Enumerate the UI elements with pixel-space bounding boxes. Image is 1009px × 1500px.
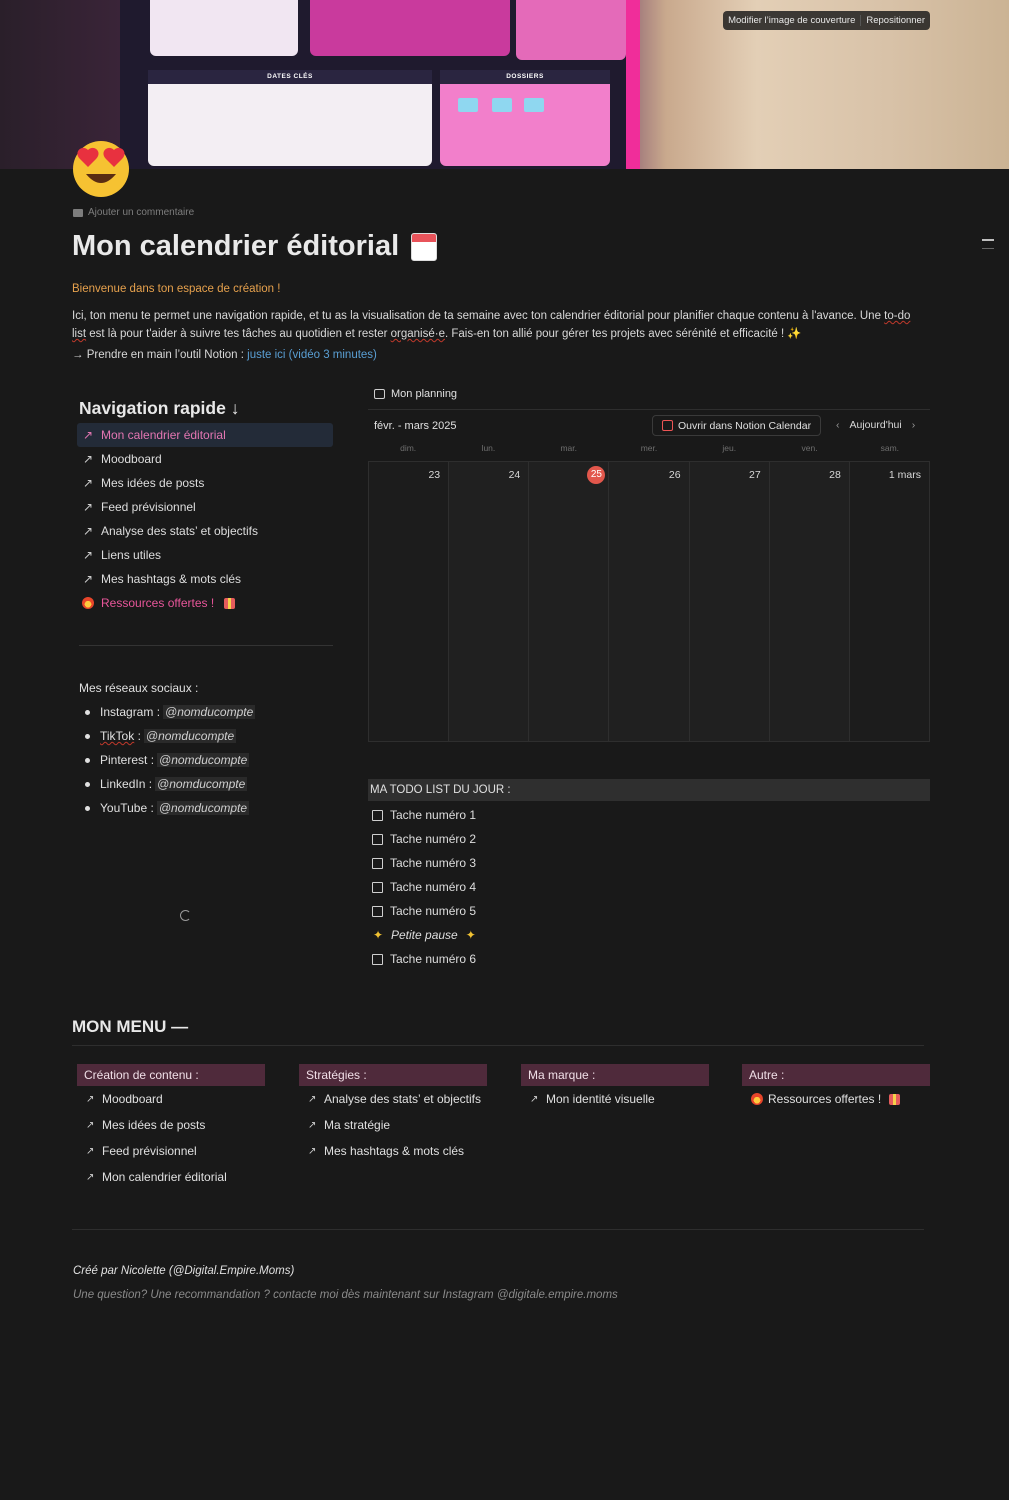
outline-toggle-icon[interactable] (982, 239, 994, 241)
cover-controls (723, 11, 930, 30)
intro-text-1: Ici, ton menu te permet une navigation rapide, et tu as la visualisation de ta semaine avec ton calendrier éditorial pour planifier chaque contenu à l'avance. Une (72, 310, 885, 322)
link-arrow-icon: ↗ (308, 1119, 317, 1131)
menu-column-header: Autre : (742, 1064, 930, 1086)
nav-link-label: Liens utiles (101, 548, 162, 562)
weekday-label: jeu. (722, 443, 737, 453)
menu-column-creation (77, 1064, 265, 1190)
todo-label: Tache numéro 6 (390, 952, 477, 966)
nav-link-liens[interactable] (77, 543, 333, 567)
menu-column-header: Ma marque : (521, 1064, 709, 1086)
menu-link-label: Ma stratégie (324, 1118, 391, 1132)
day-number: 23 (428, 469, 441, 481)
quick-nav-title: Navigation rapide ↓ (79, 398, 240, 418)
social-item-instagram (85, 700, 255, 724)
link-arrow-icon: ↗ (82, 476, 94, 490)
todo-checkbox[interactable] (372, 834, 383, 845)
link-arrow-icon: ↗ (82, 428, 94, 442)
link-page-icon: ↗ (86, 1093, 95, 1105)
social-colon: : (134, 729, 141, 743)
page-title-text: Mon calendrier éditorial (72, 230, 400, 262)
calendar-month-label: févr. - mars 2025 (374, 420, 457, 432)
day-number: 27 (749, 469, 761, 481)
weekday-label: ven. (801, 443, 818, 453)
calendar-day-cell[interactable] (368, 462, 449, 741)
link-page-icon: ↗ (308, 1093, 317, 1105)
link-page-icon: ↗ (86, 1119, 95, 1131)
link-page-icon: ↗ (308, 1145, 317, 1157)
weekday-label: dim. (400, 443, 417, 453)
menu-column-marque (521, 1064, 709, 1112)
menu-link[interactable] (77, 1112, 265, 1138)
todo-checkbox[interactable] (372, 954, 383, 965)
intro-text-todo: to-do list (72, 310, 911, 340)
calendar-day-cell[interactable] (609, 462, 689, 741)
comment-icon (73, 209, 83, 217)
menu-link-label: Ressources offertes ! (768, 1092, 882, 1106)
cover-apps-panel (310, 0, 510, 56)
todo-item (372, 803, 477, 827)
footer-divider (72, 1229, 924, 1230)
day-number-today: 25 (587, 466, 605, 484)
menu-link[interactable] (299, 1086, 487, 1112)
nav-link-label: Mon calendrier éditorial (101, 428, 226, 442)
calendar-week-grid (368, 461, 930, 742)
todo-item (372, 899, 477, 923)
add-comment-button[interactable] (73, 207, 194, 218)
reposition-cover-button[interactable]: Repositionner (866, 15, 925, 26)
nav-link-idees-posts[interactable] (77, 471, 333, 495)
menu-link[interactable] (299, 1138, 487, 1164)
nav-link-hashtags[interactable] (77, 567, 333, 591)
link-arrow-icon: ↗ (82, 500, 94, 514)
folder-icon (492, 98, 512, 112)
menu-column-header: Création de contenu : (77, 1064, 265, 1086)
nav-link-label: Analyse des stats’ et objectifs (101, 524, 258, 538)
fire-icon (82, 597, 94, 609)
nav-link-label: Feed prévisionnel (101, 500, 196, 514)
nav-divider (79, 645, 333, 646)
social-item-youtube (85, 796, 255, 820)
menu-link-label: Mon identité visuelle (546, 1092, 655, 1106)
creator-credit: Créé par Nicolette (@Digital.Empire.Moms) (73, 1265, 295, 1277)
calendar-view-icon (374, 389, 385, 399)
menu-link-label: Mes hashtags & mots clés (324, 1144, 465, 1158)
todo-item (372, 827, 477, 851)
social-item-pinterest (85, 748, 255, 772)
social-handle[interactable]: @nomducompte (145, 729, 235, 743)
notion-tutorial-line (72, 349, 377, 361)
calendar-day-cell[interactable] (449, 462, 529, 741)
menu-column-autre (742, 1064, 930, 1112)
planning-heading: Mon planning (391, 388, 458, 400)
menu-link-label: Feed prévisionnel (102, 1144, 197, 1158)
menu-column-header: Stratégies : (299, 1064, 487, 1086)
calendar-navigation (836, 419, 915, 431)
weekday-header (368, 443, 930, 453)
gift-icon (889, 1094, 900, 1105)
menu-link-label: Moodboard (102, 1092, 163, 1106)
link-arrow-icon: ↗ (530, 1093, 539, 1105)
social-item-linkedin (85, 772, 255, 796)
todo-checkbox[interactable] (372, 882, 383, 893)
todo-item (372, 851, 477, 875)
nav-link-calendrier[interactable] (77, 423, 333, 447)
social-network: Pinterest : (100, 753, 155, 767)
social-network: YouTube : (100, 801, 154, 815)
nav-link-label: Mes idées de posts (101, 476, 205, 490)
calendar-day-cell[interactable] (690, 462, 770, 741)
intro-text-2: est là pour t'aider à suivre tes tâches au quotidien et rester (86, 328, 391, 340)
notion-calendar-icon (662, 420, 673, 431)
menu-link-label: Analyse des stats’ et objectifs (324, 1092, 481, 1106)
weekday-label: lun. (481, 443, 496, 453)
day-number: 24 (508, 469, 521, 481)
weekday-label: sam. (880, 443, 900, 453)
loading-spinner-icon (180, 910, 191, 921)
link-arrow-icon: ↗ (82, 452, 94, 466)
pause-item (372, 923, 477, 947)
todo-list (372, 803, 477, 971)
menu-link-label: Mon calendrier éditorial (102, 1170, 227, 1184)
calendar-day-cell[interactable] (850, 462, 930, 741)
nav-link-label: Moodboard (101, 452, 162, 466)
nav-link-ressources[interactable] (77, 591, 333, 615)
folder-icon (524, 98, 544, 112)
menu-link[interactable] (521, 1086, 709, 1112)
menu-link[interactable] (77, 1086, 265, 1112)
cover-folders-header: DOSSIERS (440, 70, 610, 84)
gift-icon (224, 598, 235, 609)
fire-icon (751, 1093, 763, 1105)
contact-note: Une question? Une recommandation ? contacte moi dès maintenant sur Instagram @digitale.empire.moms (73, 1289, 618, 1301)
weekday-label: mer. (640, 443, 658, 453)
menu-title: MON MENU — (72, 1017, 189, 1036)
link-arrow-icon: ↗ (82, 548, 94, 562)
sparkles-icon: ✦ (372, 928, 384, 942)
planning-view-tab[interactable] (374, 388, 457, 400)
calendar-emoji-icon (411, 233, 437, 261)
link-arrow-icon: ↗ (82, 572, 94, 586)
social-handle[interactable]: @nomducompte (158, 801, 248, 815)
day-number: 26 (668, 469, 681, 481)
sparkles-icon: ✦ (465, 928, 476, 942)
social-title: Mes réseaux sociaux : (79, 681, 199, 695)
menu-link[interactable] (77, 1164, 265, 1190)
intro-text-3: . Fais-en ton allié pour gérer tes projets avec sérénité et efficacité ! ✨ (444, 328, 802, 340)
today-button[interactable]: Aujourd'hui (849, 419, 902, 431)
todo-label: Tache numéro 1 (390, 808, 477, 822)
menu-link[interactable] (742, 1086, 930, 1112)
menu-link[interactable] (299, 1112, 487, 1138)
link-page-icon: ↗ (86, 1171, 95, 1183)
nav-link-label: Mes hashtags & mots clés (101, 572, 242, 586)
outline-toggle-line (982, 248, 994, 249)
menu-link-label: Mes idées de posts (102, 1118, 206, 1132)
cover-notes-panel (516, 0, 626, 60)
cover-dates-header: DATES CLÉS (148, 70, 432, 84)
social-network: Instagram : (100, 705, 161, 719)
todo-checkbox[interactable] (372, 810, 383, 821)
pause-label: Petite pause (391, 928, 458, 942)
todo-label: Tache numéro 3 (390, 856, 477, 870)
planning-divider (368, 409, 930, 410)
nav-link-label: Ressources offertes ! (101, 596, 215, 610)
todo-label: Tache numéro 4 (390, 880, 477, 894)
open-notion-calendar-button[interactable] (652, 415, 821, 436)
calendar-day-cell[interactable] (770, 462, 850, 741)
heart-eyes-emoji-icon[interactable] (70, 136, 132, 198)
cover-folders-panel (440, 70, 610, 166)
nav-link-stats[interactable] (77, 519, 333, 543)
cover-dates-panel (148, 70, 432, 166)
todo-title: MA TODO LIST DU JOUR : (368, 779, 930, 801)
day-number: 28 (829, 469, 841, 481)
calendar-day-cell[interactable] (529, 462, 609, 741)
open-calendar-label: Ouvrir dans Notion Calendar (678, 419, 812, 432)
intro-text-org: organisé·e (390, 328, 445, 340)
todo-label: Tache numéro 2 (390, 832, 477, 846)
menu-link[interactable] (77, 1138, 265, 1164)
link-arrow-icon: ↗ (82, 524, 94, 538)
todo-item (372, 875, 477, 899)
social-item-tiktok (85, 724, 255, 748)
todo-checkbox[interactable] (372, 858, 383, 869)
day-number: 1 mars (888, 469, 921, 481)
chevron-left-icon[interactable]: ‹ (836, 419, 840, 431)
todo-checkbox[interactable] (372, 906, 383, 917)
tutorial-label: → Prendre en main l’outil Notion : (72, 349, 248, 361)
welcome-text: Bienvenue dans ton espace de création ! (72, 283, 281, 295)
cover-calendar-panel (150, 0, 298, 56)
weekday-label: mar. (560, 443, 577, 453)
folder-icon (458, 98, 478, 112)
todo-item (372, 947, 477, 971)
nav-link-moodboard[interactable] (77, 447, 333, 471)
social-handle[interactable]: @nomducompte (165, 705, 254, 719)
tutorial-video-link[interactable]: juste ici (vidéo 3 minutes) (247, 349, 377, 361)
page-title[interactable] (72, 230, 437, 263)
social-network: TikTok (100, 729, 135, 743)
social-network: LinkedIn : (100, 777, 153, 791)
cover-laptop-edge (626, 0, 640, 169)
menu-divider (72, 1045, 924, 1046)
change-cover-button[interactable]: Modifier l’image de couverture (728, 15, 856, 26)
social-list (85, 700, 255, 820)
link-page-icon: ↗ (86, 1145, 95, 1157)
chevron-right-icon[interactable]: › (911, 419, 916, 431)
nav-link-feed[interactable] (77, 495, 333, 519)
social-handle[interactable]: @nomducompte (159, 753, 248, 767)
quick-nav-list (77, 423, 333, 615)
todo-label: Tache numéro 5 (390, 904, 477, 918)
menu-column-strategies (299, 1064, 487, 1164)
intro-paragraph (72, 307, 922, 343)
add-comment-label: Ajouter un commentaire (88, 207, 195, 218)
social-handle[interactable]: @nomducompte (157, 777, 246, 791)
